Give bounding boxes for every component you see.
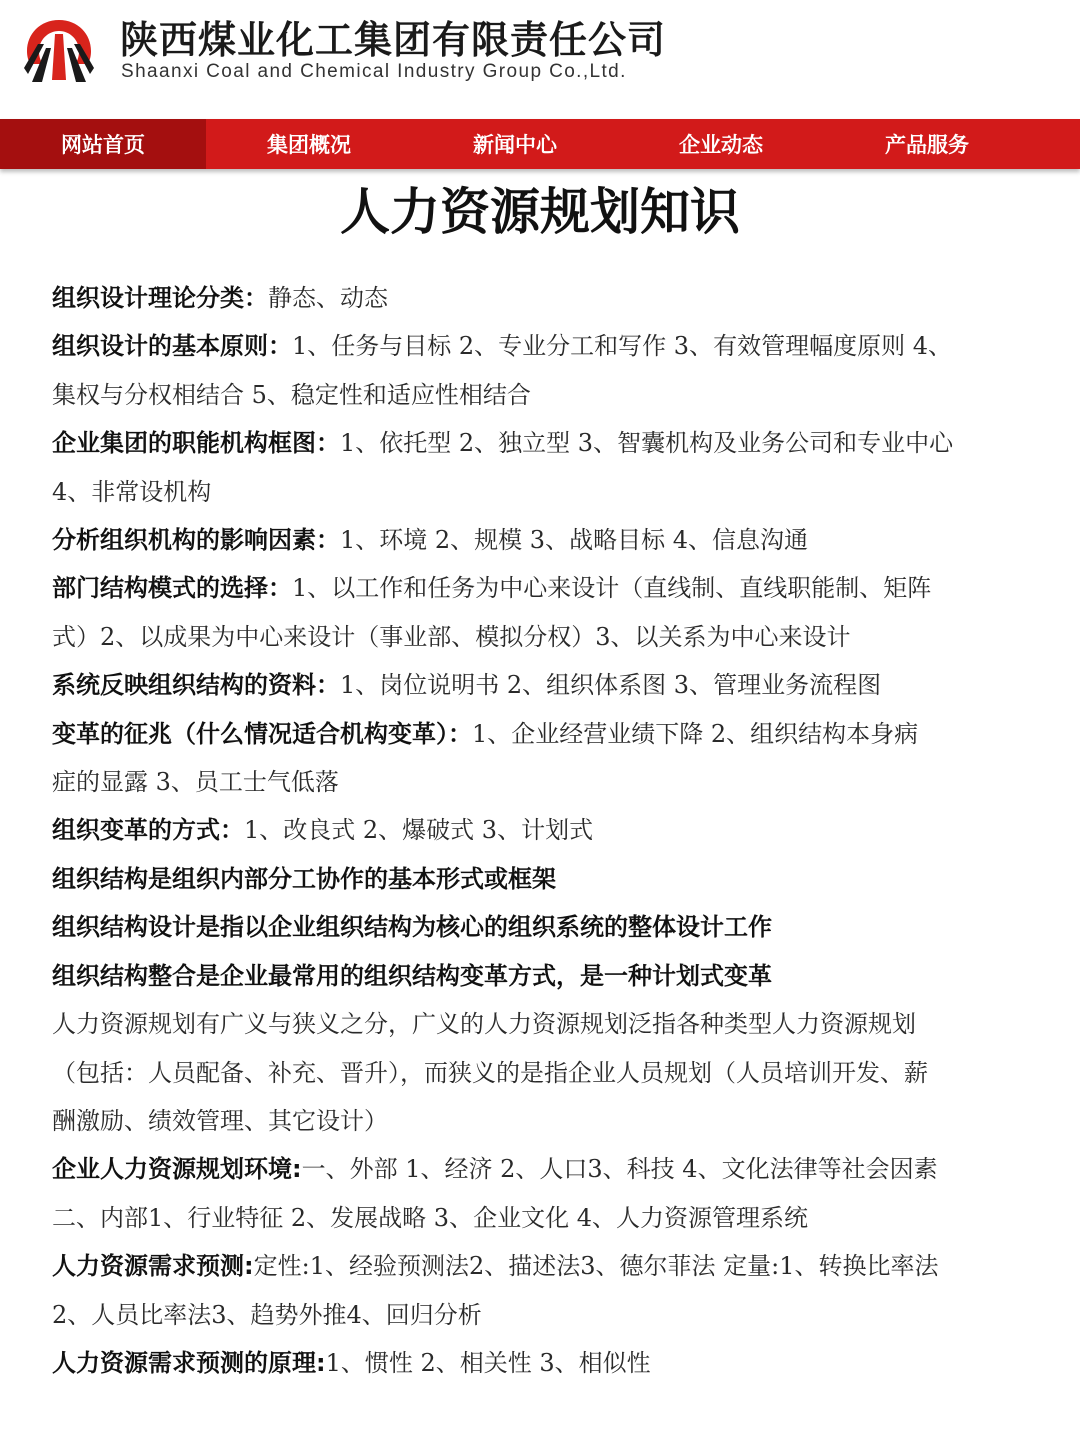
line-text: 2、人员比率法3、趋势外推4、回归分析 — [52, 1300, 482, 1329]
line-label: 人力资源需求预测: — [52, 1252, 254, 1281]
text-line — [52, 1145, 1032, 1193]
line-label: 变革的征兆（什么情况适合机构变革）： — [52, 719, 472, 748]
line-text: 1、依托型 2、独立型 3、智囊机构及业务公司和专业中心 — [340, 429, 954, 458]
line-text: 4、非常设机构 — [52, 477, 212, 506]
line-label: 部门结构模式的选择： — [52, 574, 292, 603]
text-line — [52, 564, 1032, 612]
text-line — [52, 1097, 1032, 1145]
line-text: 一、外部 1、经济 2、人口3、科技 4、文化法律等社会因素 — [301, 1155, 938, 1184]
line-text: （包括：人员配备、补充、晋升），而狭义的是指企业人员规划（人员培训开发、薪 — [52, 1058, 928, 1087]
text-line — [52, 1291, 1032, 1339]
text-line — [52, 516, 1032, 564]
line-label: 系统反映组织结构的资料： — [52, 671, 340, 700]
article-body — [52, 274, 1032, 1387]
line-label: 组织设计理论分类： — [52, 284, 268, 312]
company-logo-icon[interactable] — [24, 18, 94, 84]
line-text: 集权与分权相结合 5、稳定性和适应性相结合 — [52, 380, 531, 409]
page-title: 人力资源规划知识 — [340, 182, 740, 241]
line-text: 1、岗位说明书 2、组织体系图 3、管理业务流程图 — [340, 671, 882, 700]
line-text: 1、以工作和任务为中心来设计（直线制、直线职能制、矩阵 — [292, 574, 932, 603]
line-text: 人力资源规划有广义与狭义之分，广义的人力资源规划泛指各种类型人力资源规划 — [52, 1010, 916, 1039]
company-name-en: Shaanxi Coal and Chemical Industry Group Co.,Ltd. — [121, 61, 627, 82]
line-text: 1、惯性 2、相关性 3、相似性 — [325, 1348, 651, 1377]
line-text: 症的显露 3、员工士气低落 — [52, 768, 339, 797]
line-label: 组织结构整合是企业最常用的组织结构变革方式，是一种计划式变革 — [52, 961, 772, 990]
text-line — [52, 661, 1032, 709]
text-line — [52, 806, 1032, 854]
line-text: 静态、动态 — [268, 284, 388, 312]
line-label: 人力资源需求预测的原理: — [52, 1348, 326, 1377]
line-text: 1、改良式 2、爆破式 3、计划式 — [244, 816, 594, 845]
line-text: 式）2、以成果为中心来设计（事业部、模拟分权）3、以关系为中心来设计 — [52, 622, 851, 651]
line-label: 组织设计的基本原则： — [52, 332, 292, 361]
company-name-cn: 陕西煤业化工集团有限责任公司 — [120, 18, 667, 62]
text-line — [52, 419, 1032, 467]
nav-item-group-overview[interactable]: 集团概况 — [267, 133, 351, 157]
text-line — [52, 903, 1032, 951]
text-line — [52, 1242, 1032, 1290]
text-line — [52, 274, 1032, 322]
line-text: 二、内部1、行业特征 2、发展战略 3、企业文化 4、人力资源管理系统 — [52, 1203, 808, 1232]
line-label: 企业人力资源规划环境: — [52, 1155, 302, 1184]
text-line — [52, 1194, 1032, 1242]
text-line — [52, 710, 1032, 758]
line-label: 企业集团的职能机构框图： — [52, 429, 340, 458]
main-nav — [0, 119, 1080, 169]
text-line — [52, 371, 1032, 419]
nav-item-news-center[interactable]: 新闻中心 — [473, 133, 557, 157]
line-label: 组织结构是组织内部分工协作的基本形式或框架 — [52, 864, 556, 893]
text-line — [52, 613, 1032, 661]
line-text: 酬激励、绩效管理、其它设计） — [52, 1106, 388, 1135]
nav-item-home[interactable]: 网站首页 — [0, 119, 206, 169]
text-line — [52, 322, 1032, 370]
line-text: 1、任务与目标 2、专业分工和写作 3、有效管理幅度原则 4、 — [292, 332, 952, 361]
nav-item-products-services[interactable]: 产品服务 — [885, 133, 969, 157]
line-label: 组织结构设计是指以企业组织结构为核心的组织系统的整体设计工作 — [52, 913, 772, 942]
text-line — [52, 468, 1032, 516]
line-label: 分析组织机构的影响因素： — [52, 526, 340, 555]
text-line — [52, 1000, 1032, 1048]
text-line — [52, 758, 1032, 806]
line-text: 定性:1、经验预测法2、描述法3、德尔菲法 定量:1、转换比率法 — [253, 1252, 939, 1281]
line-label: 组织变革的方式： — [52, 816, 244, 845]
text-line — [52, 952, 1032, 1000]
text-line — [52, 1339, 1032, 1387]
text-line — [52, 855, 1032, 903]
nav-item-enterprise-news[interactable]: 企业动态 — [679, 133, 763, 157]
line-text: 1、企业经营业绩下降 2、组织结构本身病 — [472, 719, 919, 748]
text-line — [52, 1049, 1032, 1097]
site-header — [0, 0, 1080, 118]
line-text: 1、环境 2、规模 3、战略目标 4、信息沟通 — [340, 526, 808, 555]
